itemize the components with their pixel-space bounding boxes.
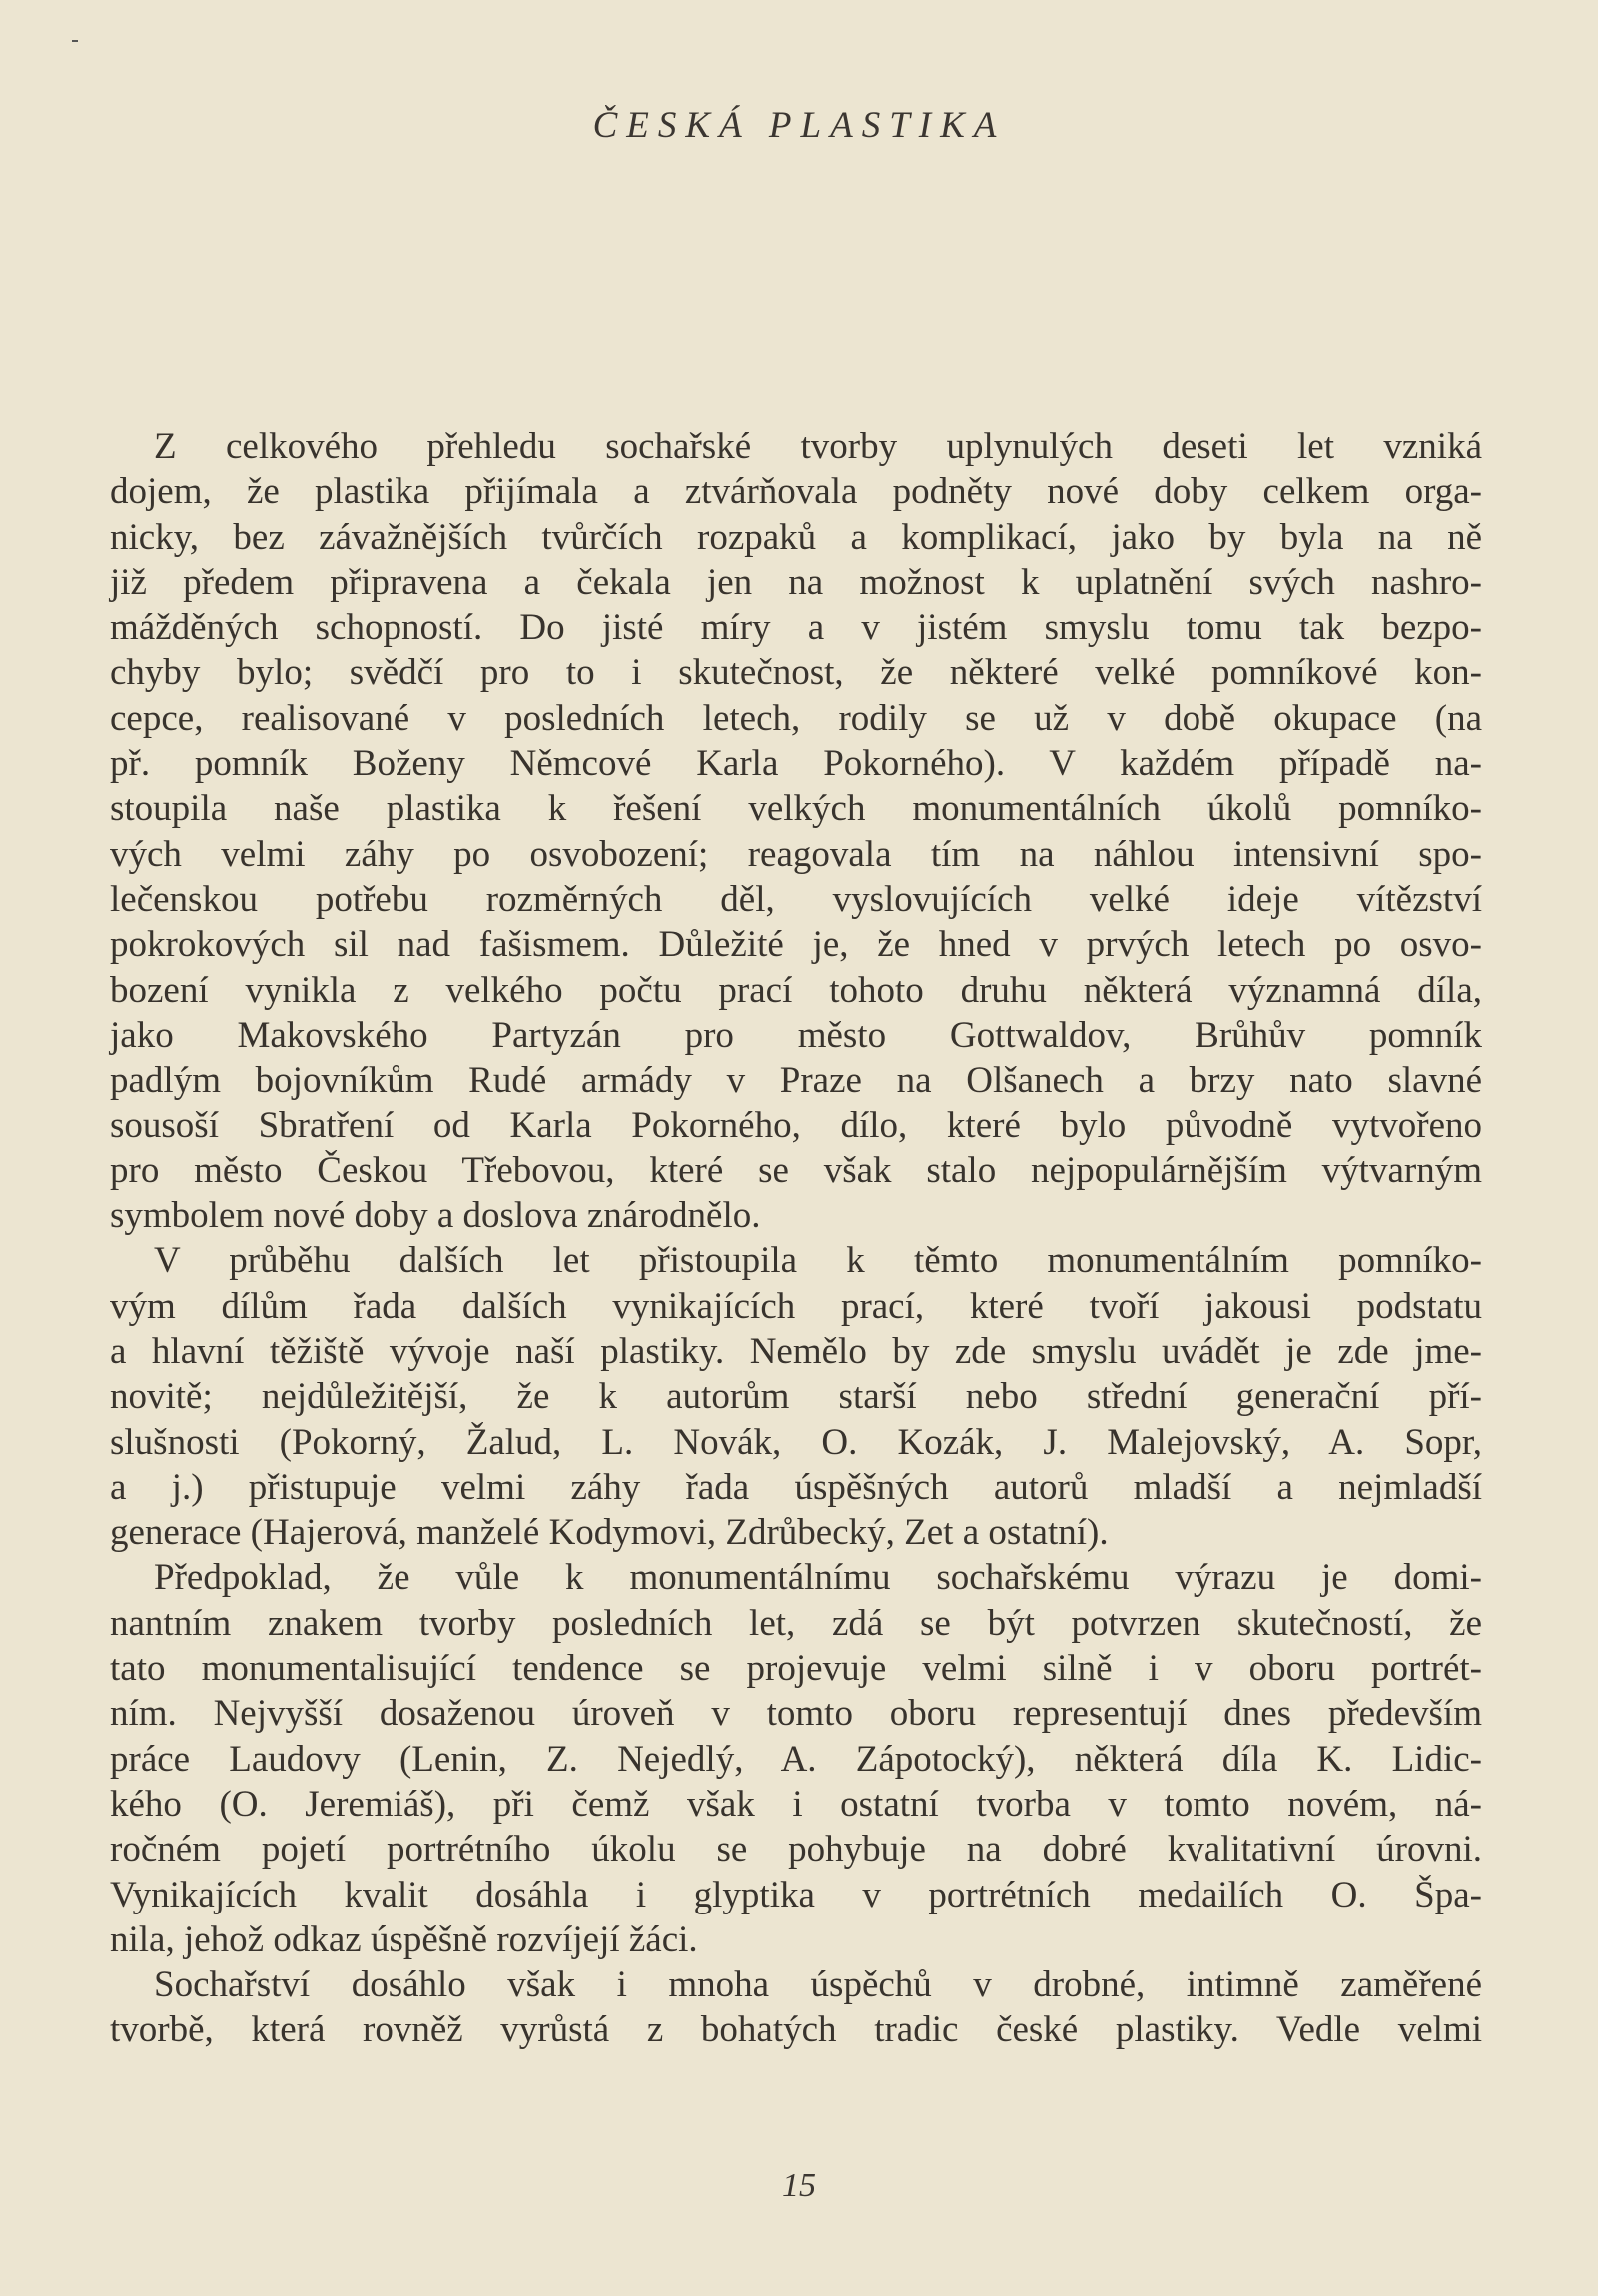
text-line: nicky, bez závažnějších tvůrčích rozpaků a komplikací, jako by byla na ně: [110, 516, 1482, 558]
text-line: nila, jehož odkaz úspěšně rozvíjejí žáci.: [110, 1918, 698, 1960]
text-line: bození vynikla z velkého počtu prací tohoto druhu některá významná díla,: [110, 969, 1482, 1011]
text-line: symbolem nové doby a doslova znárodnělo.: [110, 1195, 761, 1237]
text-line: slušnosti (Pokorný, Žalud, L. Novák, O. Kozák, J. Malejovský, A. Sopr,: [110, 1421, 1482, 1463]
page-number: 15: [782, 2167, 816, 2204]
text-line: jako Makovského Partyzán pro město Gottwaldov, Brůhův pomník: [110, 1014, 1482, 1056]
text-line: chyby bylo; svědčí pro to i skutečnost, že některé velké pomníkové kon-: [110, 652, 1482, 694]
text-line: lečenskou potřebu rozměrných děl, vyslovujících velké ideje vítězství: [110, 878, 1482, 920]
text-line: Z celkového přehledu sochařské tvorby uplynulých deseti let vzniká: [154, 426, 1482, 467]
text-line: mážděných schopností. Do jisté míry a v jistém smyslu tomu tak bezpo-: [110, 607, 1482, 649]
text-line: V průběhu dalších let přistoupila k těmto monumentálním pomníko-: [154, 1240, 1482, 1282]
text-line: a j.) přistupuje velmi záhy řada úspěšných autorů mladší a nejmladší: [110, 1466, 1482, 1508]
text-line: pokrokových sil nad fašismem. Důležité je, že hned v prvých letech po osvo-: [110, 924, 1482, 966]
text-line: kého (O. Jeremiáš), při čemž však i ostatní tvorba v tomto novém, ná-: [110, 1783, 1482, 1825]
text-line: stoupila naše plastika k řešení velkých monumentálních úkolů pomníko-: [110, 788, 1482, 830]
text-line: vým dílům řada dalších vynikajících prací, které tvoří jakousi podstatu: [110, 1285, 1482, 1327]
text-line: Vynikajících kvalit dosáhla i glyptika v portrétních medailích O. Špa-: [110, 1874, 1482, 1915]
text-line: vých velmi záhy po osvobození; reagovala tím na náhlou intensivní spo-: [110, 833, 1482, 875]
text-line: pro město Českou Třebovou, které se však stalo nejpopulárnějším výtvarným: [110, 1149, 1482, 1191]
article-body: [110, 424, 1482, 2053]
text-line: sousoší Sbratření od Karla Pokorného, dílo, které bylo původně vytvořeno: [110, 1105, 1482, 1147]
text-line: dojem, že plastika přijímala a ztvárňovala podněty nové doby celkem orga-: [110, 471, 1482, 513]
text-line: novitě; nejdůležitější, že k autorům starší nebo střední generační pří-: [110, 1376, 1482, 1418]
text-line: Předpoklad, že vůle k monumentálnímu sochařskému výrazu je domi-: [154, 1557, 1482, 1599]
text-line: padlým bojovníkům Rudé armády v Praze na Olšanech a brzy nato slavné: [110, 1060, 1482, 1102]
scan-mark: [72, 40, 78, 42]
text-line: Sochařství dosáhlo však i mnoha úspěchů v drobné, intimně zaměřené: [154, 1964, 1482, 2006]
text-line: ročném pojetí portrétního úkolu se pohybuje na dobré kvalitativní úrovni.: [110, 1829, 1482, 1871]
page-title: ČESKÁ PLASTIKA: [592, 105, 1006, 146]
text-line: tvorbě, která rovněž vyrůstá z bohatých tradic české plastiky. Vedle velmi: [110, 2009, 1482, 2051]
text-line: př. pomník Boženy Němcové Karla Pokorného). V každém případě na-: [110, 743, 1482, 785]
text-line: a hlavní těžiště vývoje naší plastiky. Nemělo by zde smyslu uvádět je zde jme-: [110, 1330, 1482, 1372]
text-line: ním. Nejvyšší dosaženou úroveň v tomto oboru representují dnes především: [110, 1693, 1482, 1735]
text-line: práce Laudovy (Lenin, Z. Nejedlý, A. Zápotocký), některá díla K. Lidic-: [110, 1738, 1482, 1780]
text-line: již předem připravena a čekala jen na možnost k uplatnění svých nashro-: [110, 561, 1482, 603]
text-line: tato monumentalisující tendence se projevuje velmi silně i v oboru portrét-: [110, 1648, 1482, 1690]
text-line: nantním znakem tvorby posledních let, zdá se být potvrzen skutečností, že: [110, 1602, 1482, 1644]
text-line: cepce, realisované v posledních letech, rodily se už v době okupace (na: [110, 697, 1482, 739]
text-line: generace (Hajerová, manželé Kodymovi, Zdrůbecký, Zet a ostatní).: [110, 1512, 1109, 1554]
